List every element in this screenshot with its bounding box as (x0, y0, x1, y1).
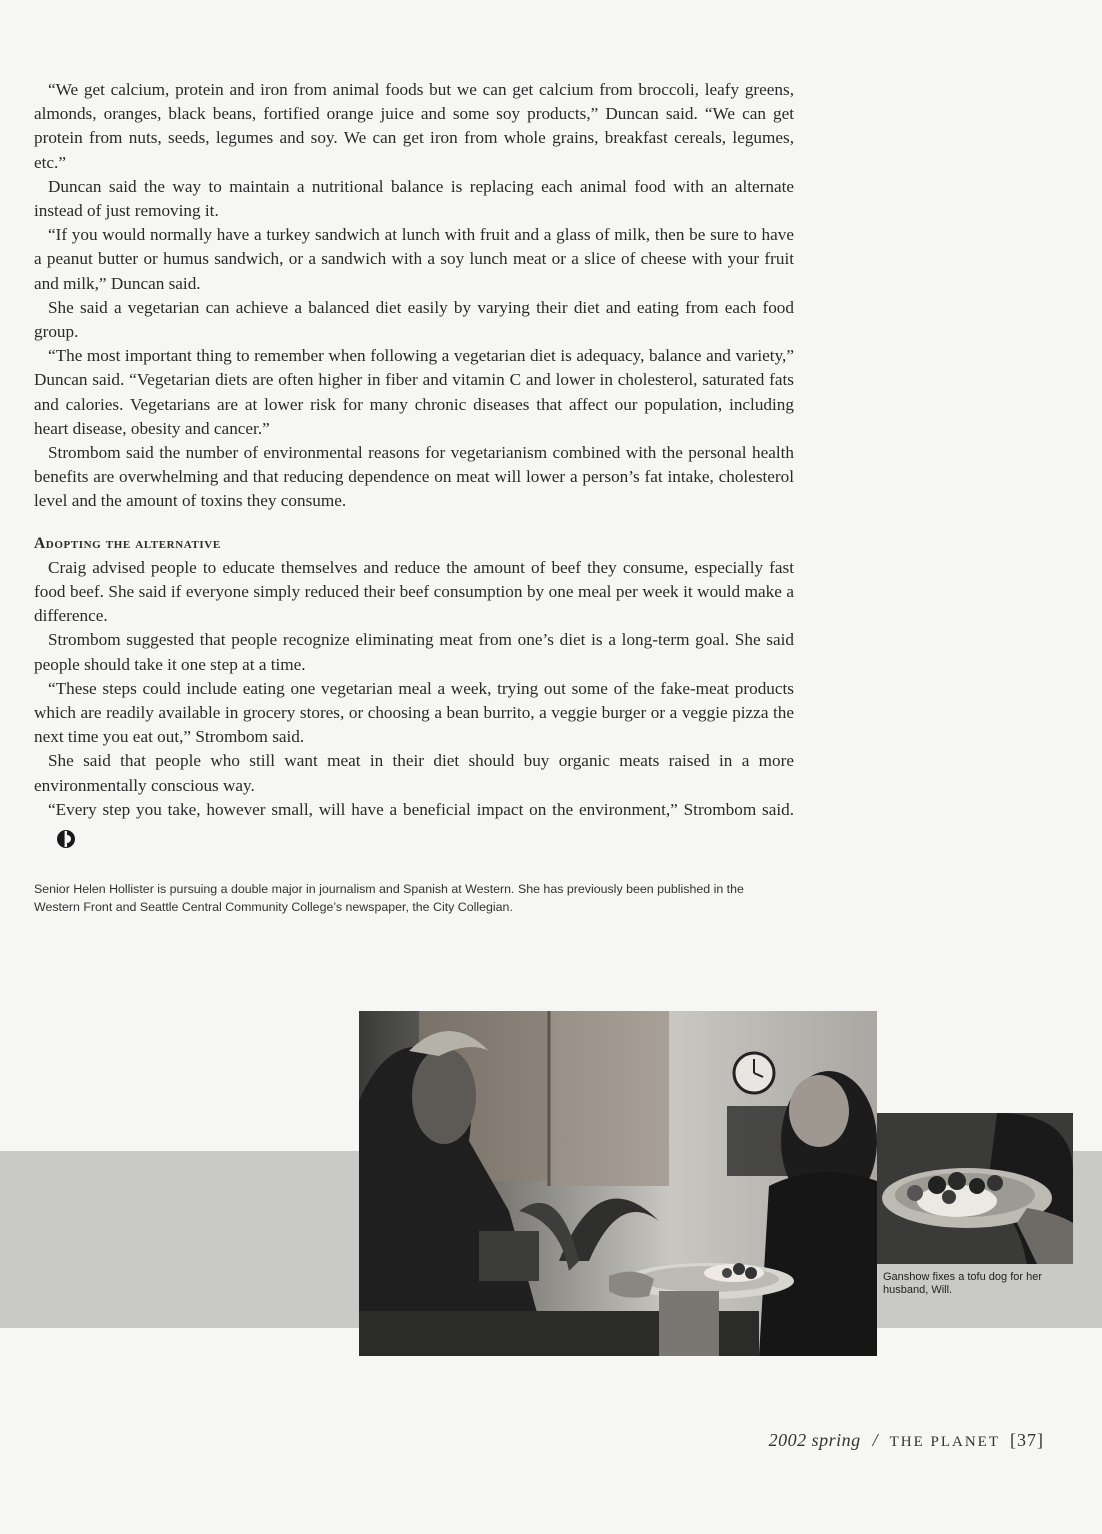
tofu-dog-photo (877, 1113, 1073, 1264)
photo-caption: Ganshow fixes a tofu dog for her husband, Will. (883, 1271, 1042, 1296)
article-paragraph: “We get calcium, protein and iron from animal foods but we can get calcium from broccoli, leafy greens, almonds, oranges, black beans, fortified orange juice and some soy products,” Duncan said. “We can get protein from nuts, seeds, legumes and soy. We can get iron from whole grains, breakfast cereals, legumes, etc.” (34, 80, 794, 172)
article-body (34, 78, 794, 849)
article-paragraph: She said a vegetarian can achieve a balanced diet easily by varying their diet and eating from each food group. (34, 297, 794, 342)
planet-end-mark-icon (42, 829, 62, 849)
footer-separator: / (872, 1430, 878, 1450)
author-bio: Senior Helen Hollister is pursuing a double major in journalism and Spanish at Western. She has previously been published in the Western Front and Seattle Central Community College’s newspaper, the City Collegian. (34, 882, 744, 914)
article-paragraph: Craig advised people to educate themselves and reduce the amount of beef they consume, especially fast food beef. She said if everyone simply reduced their beef consumption by one meal per week it would make a difference. (34, 557, 794, 626)
last-paragraph-text: “Every step you take, however small, will have a beneficial impact on the environment,” Strombom said. (48, 799, 794, 819)
article-paragraph: “If you would normally have a turkey sandwich at lunch with fruit and a glass of milk, then be sure to have a peanut butter or humus sandwich, or a sandwich with a soy lunch meat or a slice of cheese with your fruit and milk,” Duncan said. (34, 225, 794, 293)
page-footer (769, 1430, 1044, 1451)
section-heading: Adopting the alternative (34, 534, 221, 552)
article-paragraph: “The most important thing to remember when following a vegetarian diet is adequacy, balance and variety,” Duncan said. “Vegetarian diets are often higher in fiber and vitamin C and lower in cholesterol, saturated fats and calories. Vegetarians are at lower risk for many chronic diseases that affect our population, including heart disease, obesity and cancer.” (34, 346, 794, 438)
magazine-title: THE PLANET (889, 1434, 1000, 1450)
article-paragraph: Duncan said the way to maintain a nutritional balance is replacing each animal food with an alternate instead of just removing it. (34, 176, 794, 221)
page-number: [37] (1010, 1430, 1044, 1450)
article-paragraph: Strombom said the number of environmental reasons for vegetarianism combined with the personal health benefits are overwhelming and that reducing dependence on meat will lower a person’s fat intake, cholesterol level and the amount of toxins they consume. (34, 443, 794, 511)
article-paragraph-last (34, 798, 794, 849)
article-paragraph: “These steps could include eating one vegetarian meal a week, trying out some of the fake-meat products which are readily available in grocery stores, or choosing a bean burrito, a veggie burger or a veggie pizza the next time you eat out,” Strombom said. (34, 678, 794, 747)
issue-season: 2002 spring (768, 1430, 861, 1450)
article-paragraph: Strombom suggested that people recognize eliminating meat from one’s diet is a long-term goal. She said people should take it one step at a time. (34, 630, 794, 674)
kitchen-photo (359, 1011, 877, 1356)
article-paragraph: She said that people who still want meat in their diet should buy organic meats raised in a more environmentally conscious way. (34, 751, 794, 795)
